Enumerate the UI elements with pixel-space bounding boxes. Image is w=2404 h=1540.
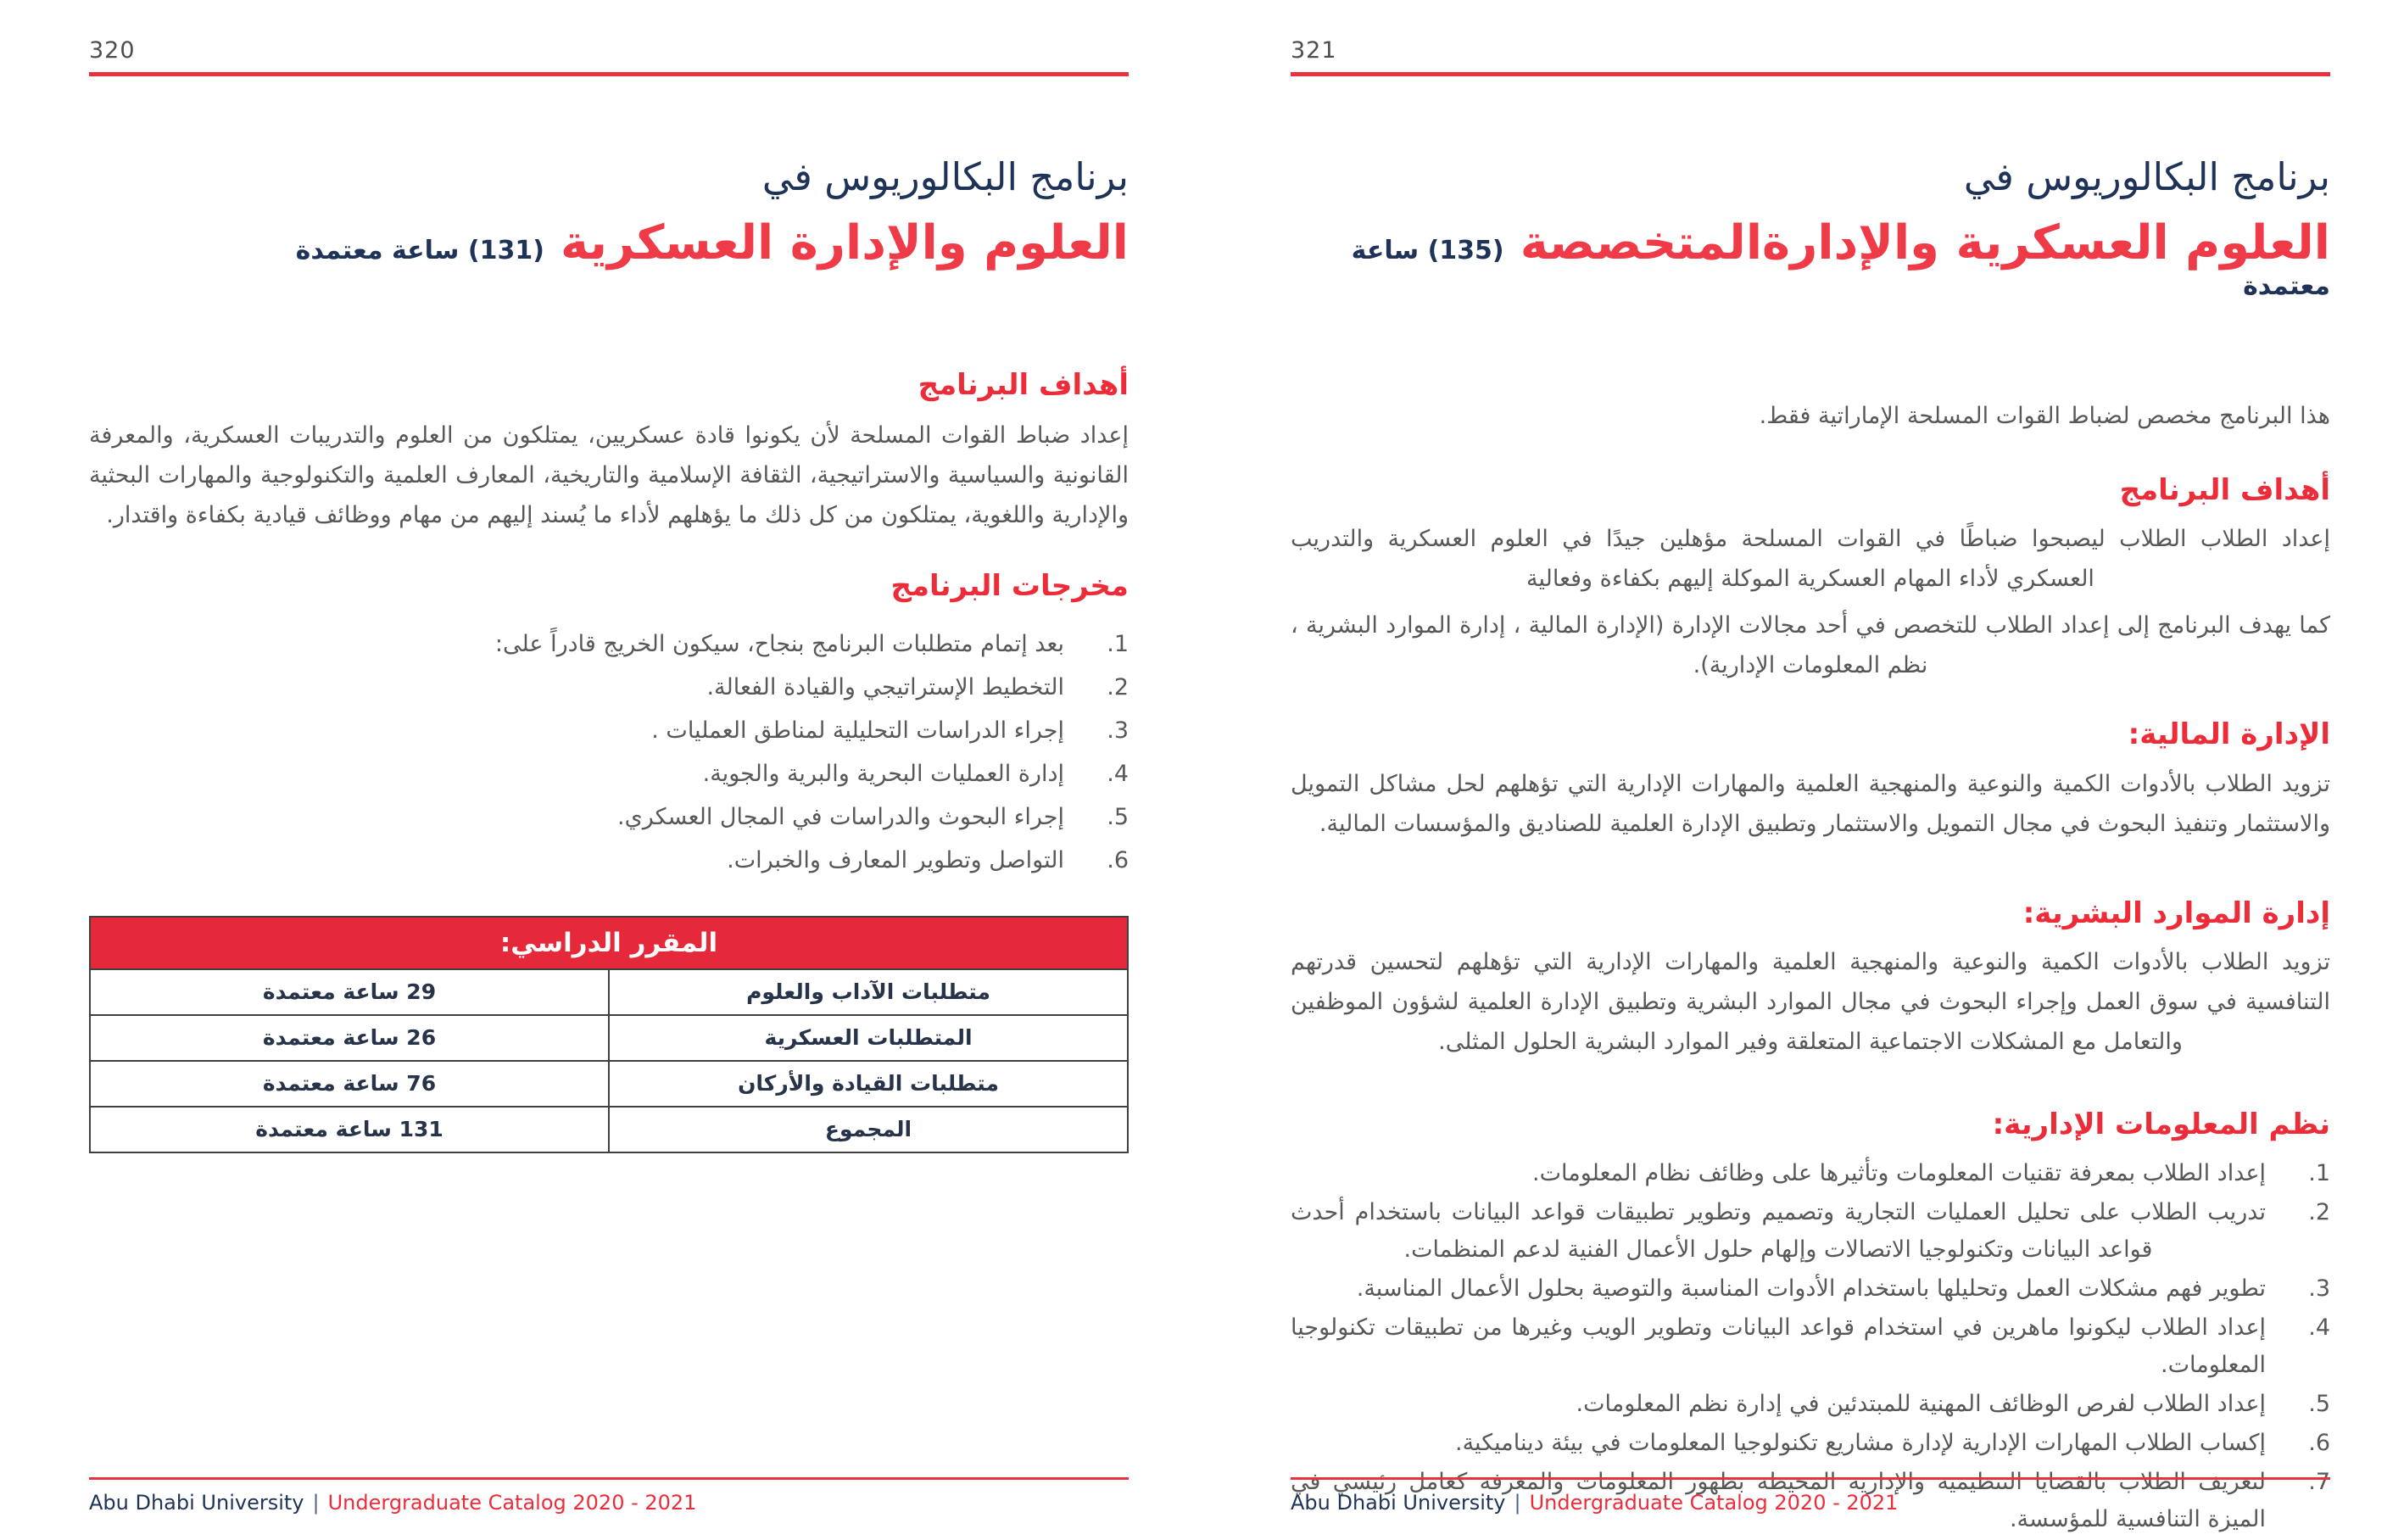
list-item-text: إكساب الطلاب المهارات الإدارية لإدارة مشاريع تكنولوجيا المعلومات في بيئة ديناميكية. — [1455, 1429, 2266, 1456]
header-rule — [89, 72, 1129, 76]
list-item-text: بعد إتمام متطلبات البرنامج بنجاح، سيكون الخريج قادراً على: — [494, 630, 1064, 657]
program-title-line1: برنامج البكالوريوس في — [761, 154, 1129, 199]
list-item-number: 4. — [1107, 760, 1129, 787]
list-item-text: إجراء الدراسات التحليلية لمناطق العمليات . — [651, 717, 1064, 744]
page-right-content — [1291, 0, 2330, 1540]
list-item-number: 1. — [2308, 1159, 2330, 1186]
list-item-number: 3. — [1107, 717, 1129, 744]
list-item-text: إعداد الطلاب ليكونوا ماهرين في استخدام قواعد البيانات وتطوير الويب وغيرها من تطبيقات تكنولوجيا المعلومات. — [1291, 1314, 2266, 1378]
table-cell-value: 26 ساعة معتمدة — [262, 1025, 437, 1051]
curriculum-table — [89, 916, 1129, 1153]
list-item-number: 3. — [2308, 1275, 2330, 1302]
section-heading-goals: أهداف البرنامج — [918, 368, 1129, 403]
program-credits: (131) ساعة معتمدة — [295, 236, 544, 265]
list-item-text: لتعريف الطلاب بالقضايا التنظيمية والإدارية المحيطة بظهور المعلومات والمعرفة كعامل رئيسي في الميزة التنافسية للمؤسسة. — [1291, 1468, 2266, 1532]
hr-paragraph: تزويد الطلاب بالأدوات الكمية والنوعية والمنهجية العلمية والمهارات الإدارية التي تؤهلهم لتحسين قدرتهم التنافسية في سوق العمل وإجراء البحوث في مجال الموارد البشرية وتطبيق الإدارة العلمية لشؤون الموظفين والتعامل مع المشكلات الاجتماعية المتعلقة وفير الموارد البشرية الحلول المثلى. — [1291, 948, 2330, 1055]
goals-paragraph: إعداد ضباط القوات المسلحة لأن يكونوا قادة عسكريين، يمتلكون من العلوم والتدريبات العسكرية، والمعرفة القانونية والسياسية والاستراتيجية، الثقافة الإسلامية والتاريخية، المعارف العلمية والتكنولوجية والمهارات البحثية والإدارية واللغوية، يمتلكون من كل ذلك ما يؤهلهم لأداء ما يُسند إليهم من مهام ووظائف قيادية بكفاءة واقتدار. — [89, 422, 1129, 529]
table-row — [91, 1062, 1127, 1108]
page-left — [0, 0, 1202, 1537]
footer-separator: | — [1514, 1491, 1521, 1515]
table-cell-label: المجموع — [608, 1108, 1127, 1152]
footer-university: Abu Dhabi University — [1291, 1491, 1506, 1515]
financial-paragraph: تزويد الطلاب بالأدوات الكمية والنوعية والمنهجية العلمية والمهارات الإدارية التي تؤهلهم لحل مشاكل التمويل والاستثمار وتنفيذ البحوث في مجال التمويل والاستثمار وتطبيق الإدارة العلمية للصناديق والمؤسسات المالية. — [1291, 770, 2330, 837]
footer-university: Abu Dhabi University — [89, 1491, 304, 1515]
program-title-red: العلوم العسكرية والإدارةالمتخصصة — [1520, 215, 2330, 271]
list-item-text: إعداد الطلاب لفرص الوظائف المهنية للمبتدئين في إدارة نظم المعلومات. — [1576, 1390, 2266, 1417]
program-title-line2 — [89, 215, 1129, 271]
list-item-number: 6. — [2308, 1429, 2330, 1456]
section-heading-mis: نظم المعلومات الإدارية: — [1992, 1107, 2330, 1141]
list-item — [89, 667, 1129, 707]
list-item — [1291, 1309, 2330, 1384]
list-item — [89, 840, 1129, 880]
curriculum-table-header: المقرر الدراسي: — [91, 918, 1127, 970]
list-item — [89, 624, 1129, 664]
footer-catalog: Undergraduate Catalog 2020 - 2021 — [1529, 1491, 1899, 1515]
program-title-red: العلوم والإدارة العسكرية — [561, 215, 1129, 271]
list-item-text: إعداد الطلاب بمعرفة تقنيات المعلومات وتأثيرها على وظائف نظام المعلومات. — [1532, 1159, 2266, 1186]
page-left-content — [89, 0, 1129, 1153]
program-title — [89, 154, 1129, 271]
list-item-number: 4. — [2308, 1314, 2330, 1341]
header-rule — [1291, 72, 2330, 76]
goals-paragraph-2: كما يهدف البرنامج إلى إعداد الطلاب للتخصص في أحد مجالات الإدارة (الإدارة المالية ، إدارة الموارد البشرية ، نظم المعلومات الإدارية). — [1291, 612, 2330, 679]
list-item — [1291, 1194, 2330, 1269]
page-footer — [89, 1477, 1129, 1515]
goals-paragraph-1: إعداد الطلاب الطلاب ليصبحوا ضباطًا في القوات المسلحة مؤهلين جيدًا في العلوم العسكرية والتدريب العسكري لأداء المهام العسكرية الموكلة إليهم بكفاءة وفعالية — [1291, 526, 2330, 593]
table-cell-label: متطلبات الآداب والعلوم — [608, 970, 1127, 1014]
list-item — [1291, 1270, 2330, 1308]
list-item-number: 1. — [1107, 630, 1129, 657]
list-item-text: تدريب الطلاب على تحليل العمليات التجارية وتصميم وتطوير تطبيقات قواعد البيانات باستخدام أحدث قواعد البيانات وتكنولوجيا الاتصالات وإلهام حلول الأعمال الفنية لدعم المنظمات. — [1291, 1198, 2266, 1263]
table-row — [91, 970, 1127, 1016]
table-cell-label: المتطلبات العسكرية — [608, 1016, 1127, 1060]
page-number: 321 — [1291, 37, 1337, 64]
program-title-line2 — [1291, 215, 2330, 301]
outcomes-list — [89, 624, 1129, 880]
list-item-text: التخطيط الإستراتيجي والقيادة الفعالة. — [706, 673, 1064, 700]
section-heading-goals: أهداف البرنامج — [2119, 473, 2330, 508]
page-number: 320 — [89, 37, 136, 64]
program-credits: (135) ساعة معتمدة — [1351, 236, 2330, 302]
table-cell-label: متطلبات القيادة والأركان — [608, 1062, 1127, 1106]
footer-catalog: Undergraduate Catalog 2020 - 2021 — [327, 1491, 697, 1515]
table-cell-value: 131 ساعة معتمدة — [255, 1117, 443, 1142]
program-title — [1291, 154, 2330, 301]
list-item-number: 5. — [2308, 1390, 2330, 1417]
page-right — [1202, 0, 2403, 1537]
list-item-number: 6. — [1107, 846, 1129, 873]
table-row — [91, 1016, 1127, 1062]
list-item-text: التواصل وتطوير المعارف والخبرات. — [727, 846, 1064, 873]
list-item-number: 5. — [1107, 803, 1129, 830]
list-item-number: 2. — [1107, 673, 1129, 700]
section-heading-hr: إدارة الموارد البشرية: — [2022, 896, 2330, 930]
table-cell-value: 76 ساعة معتمدة — [262, 1071, 437, 1096]
table-cell-value: 29 ساعة معتمدة — [262, 979, 437, 1005]
intro-paragraph: هذا البرنامج مخصص لضباط القوات المسلحة الإماراتية فقط. — [1759, 403, 2330, 430]
list-item — [1291, 1386, 2330, 1423]
page-footer — [1291, 1477, 2330, 1515]
program-title-line1: برنامج البكالوريوس في — [1963, 154, 2330, 199]
list-item-number: 2. — [2308, 1198, 2330, 1225]
list-item-text: إدارة العمليات البحرية والبرية والجوية. — [702, 760, 1064, 787]
list-item-text: إجراء البحوث والدراسات في المجال العسكري. — [616, 803, 1064, 830]
list-item — [1291, 1425, 2330, 1462]
footer-separator: | — [312, 1491, 320, 1515]
list-item — [89, 797, 1129, 837]
list-item — [89, 711, 1129, 750]
table-row — [91, 1108, 1127, 1152]
list-item-number: 7. — [2308, 1468, 2330, 1495]
list-item — [89, 754, 1129, 794]
section-heading-outcomes: مخرجات البرنامج — [890, 569, 1129, 604]
list-item-text: تطوير فهم مشكلات العمل وتحليلها باستخدام الأدوات المناسبة والتوصية بحلول الأعمال المناسبة. — [1356, 1275, 2266, 1302]
section-heading-financial: الإدارة المالية: — [2128, 717, 2330, 752]
list-item — [1291, 1155, 2330, 1192]
